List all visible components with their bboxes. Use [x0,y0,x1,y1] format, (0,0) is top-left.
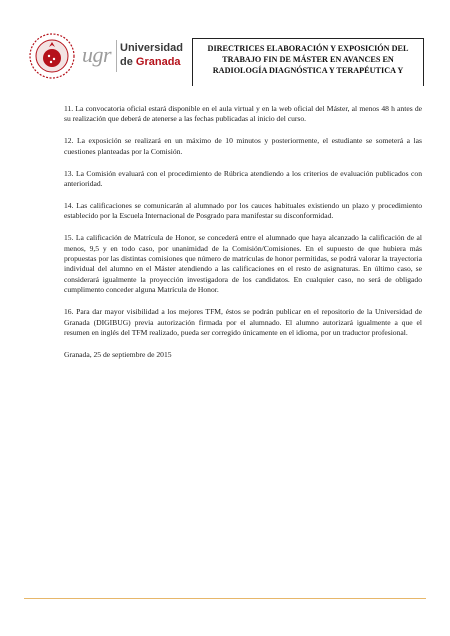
logo-line-universidad: Universidad [120,42,183,54]
document-title-box [192,38,424,86]
logo-divider [116,40,117,72]
logo-word-granada: Granada [135,56,181,68]
logo-word-de: de [120,56,136,68]
paragraph-14: 14. Las calificaciones se comunicarán al alumnado por los cauces habituales existiendo un plazo y procedimiento establecido por la Escuela Internacional de Posgrado para manifestar su disconformidad. [64,200,422,221]
footer-rule [24,598,426,599]
logo-university-name [120,41,183,69]
paragraph-16: 16. Para dar mayor visibilidad a los mejores TFM, éstos se podrán publicar en el repositorio de la Universidad de Granada (DIGIBUG) previa autorización firmada por el alumnado. El alumno autorizará igualmente a que el resumen en inglés del TFM realizado, pueda ser corregido únicamente en el idioma, por un traductor profesional. [64,307,422,337]
paragraph-15: 15. La calificación de Matrícula de Honor, se concederá entre el alumnado que haya alcanzado la calificación de al menos, 9,5 y en todo caso, por unanimidad de la Comisión/Comisiones. En el supuesto de que hubiera más propuestas por las distintas comisiones que número de matrículas de honor permitidas, se podrá valorar la trayectoria individual del alumno en el Máster atendiendo a las calificaciones en el resto de asignaturas. En último caso, se considerará igualmente la proyección investigadora de los candidatos. En cualquier caso, no será de obligado cumplimento conceder alguna Matrícula de Honor. [64,233,422,295]
university-logo [24,28,183,90]
paragraph-12: 12. La exposición se realizará en un máximo de 10 minutos y posteriormente, el estudiante se someterá a las cuestiones planteadas por la Comisión. [64,136,422,156]
page-header [24,28,426,90]
logo-line-granada [120,55,183,69]
paragraph-13: 13. La Comisión evaluará con el procedimiento de Rúbrica atendiendo a los criterios de evaluación publicados con anterioridad. [64,168,422,189]
paragraph-11: 11. La convocatoria oficial estará disponible en el aula virtual y en la web oficial del Máster, al menos 48 h antes de su realización que deberá de atenerse a las fechas publicadas al inicio del curso. [64,104,422,124]
document-body [64,104,422,372]
document-title: DIRECTRICES ELABORACIÓN Y EXPOSICIÓN DEL TRABAJO FIN DE MÁSTER EN AVANCES EN RADIOLOGÍA DIAGNÓSTICA Y TERAPÉUTICA Y [207,44,409,76]
date-line: Granada, 25 de septiembre de 2015 [64,349,172,359]
pomegranate-emblem-icon [24,28,80,88]
logo-ugr-text: ugr [82,42,112,67]
